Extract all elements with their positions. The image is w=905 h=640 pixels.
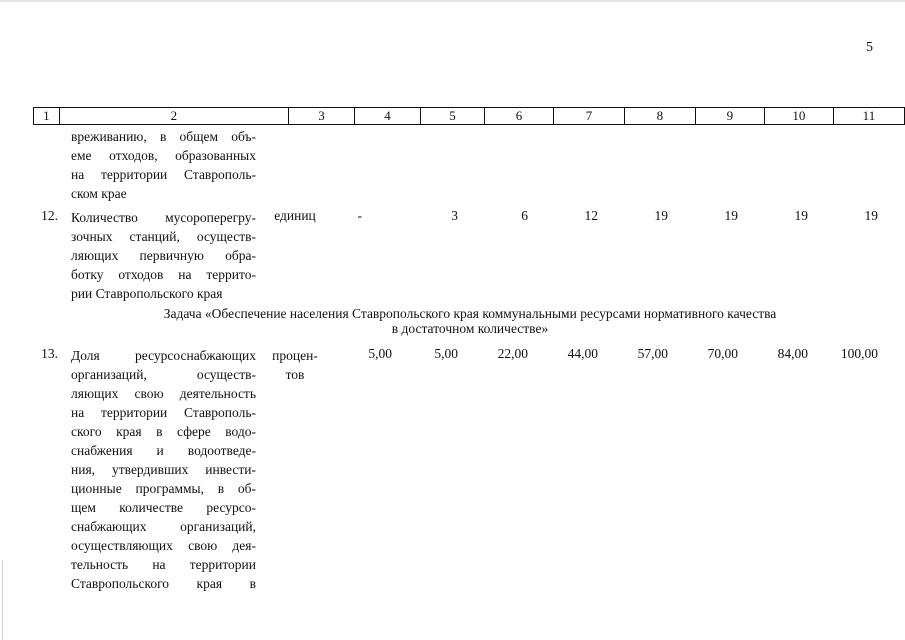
- row13-value-col4: 5,00: [368, 346, 392, 361]
- row13-unit-line2: тов: [285, 367, 305, 382]
- page-number: 5: [866, 40, 873, 55]
- row-cont-text: [71, 127, 256, 203]
- col-header-9: 9: [695, 108, 764, 125]
- row13-value-col11: 100,00: [840, 346, 878, 361]
- row12-value-col7: 12: [584, 208, 598, 223]
- row-cont-line: на территории Ставрополь-: [71, 167, 256, 182]
- row13-line: ского края в сфере водо-: [71, 424, 256, 439]
- row13-value-col6: 22,00: [497, 346, 528, 361]
- row13-line: щем количестве ресурсо-: [71, 500, 256, 515]
- row12-value-col6: 6: [521, 208, 528, 223]
- row13-line: Ставропольского края в: [71, 576, 256, 591]
- row12-line: зочных станций, осуществ-: [71, 229, 256, 244]
- col-header-6: 6: [485, 108, 554, 125]
- row12-line: ляющих первичную обра-: [71, 248, 256, 263]
- left-edge-line: [2, 560, 3, 640]
- task-heading-line2: в достаточном количестве»: [391, 321, 549, 336]
- row12-value-col8: 19: [654, 208, 668, 223]
- column-header-row: [33, 107, 905, 125]
- col-header-4: 4: [354, 108, 420, 125]
- row13-value-col10: 84,00: [777, 346, 808, 361]
- row13-line: на территории Ставрополь-: [71, 405, 256, 420]
- row12-value-col5: 3: [451, 208, 458, 223]
- task-heading-line1: Задача «Обеспечение населения Ставропольского края коммунальными ресурсами нормативного качества: [163, 306, 777, 321]
- top-edge-line: [0, 0, 905, 2]
- row12-value-col10: 19: [794, 208, 808, 223]
- col-header-3: 3: [288, 108, 354, 125]
- row13-line: ционные программы, в об-: [71, 481, 256, 496]
- row13-line: тельность на территории: [71, 557, 256, 572]
- task-heading: [60, 306, 880, 336]
- row13-line: снабжающих организаций,: [71, 519, 256, 534]
- row13-line: ляющих свою деятельность: [71, 386, 256, 401]
- row12-value-col9: 19: [724, 208, 738, 223]
- row13-value-col9: 70,00: [707, 346, 738, 361]
- row12-value-col11: 19: [864, 208, 878, 223]
- row13-line: организаций, осуществ-: [71, 367, 256, 382]
- col-header-5: 5: [421, 108, 485, 125]
- row12-unit: единиц: [274, 208, 316, 223]
- row12-line: рии Ставропольского края: [71, 286, 223, 301]
- row13-line: Доля ресурсоснабжающих: [71, 348, 256, 363]
- row12-value-col4: -: [357, 208, 362, 223]
- row13-text: [71, 346, 256, 593]
- col-header-1: 1: [34, 108, 60, 125]
- col-header-7: 7: [554, 108, 625, 125]
- row13-unit-line1: процен-: [272, 348, 318, 363]
- row13-number: 13.: [41, 346, 58, 361]
- col-header-11: 11: [833, 108, 904, 125]
- row13-unit: [262, 346, 328, 384]
- row12-number: 12.: [41, 208, 58, 223]
- row-cont-line: еме отходов, образованных: [71, 148, 256, 163]
- row12-line: ботку отходов на террито-: [71, 267, 256, 282]
- col-header-10: 10: [764, 108, 833, 125]
- row13-value-col5: 5,00: [434, 346, 458, 361]
- row-cont-line: ском крае: [71, 186, 127, 201]
- row13-value-col7: 44,00: [567, 346, 598, 361]
- row12-line: Количество мусороперегру-: [71, 210, 256, 225]
- row13-value-col8: 57,00: [637, 346, 668, 361]
- row12-text: [71, 208, 256, 303]
- row13-line: осуществляющих свою дея-: [71, 538, 256, 553]
- row13-line: снабжения и водоотведе-: [71, 443, 256, 458]
- col-header-2: 2: [59, 108, 288, 125]
- row13-line: ния, утвердивших инвести-: [71, 462, 256, 477]
- row-cont-line: вреживанию, в общем объ-: [71, 129, 256, 144]
- col-header-8: 8: [624, 108, 695, 125]
